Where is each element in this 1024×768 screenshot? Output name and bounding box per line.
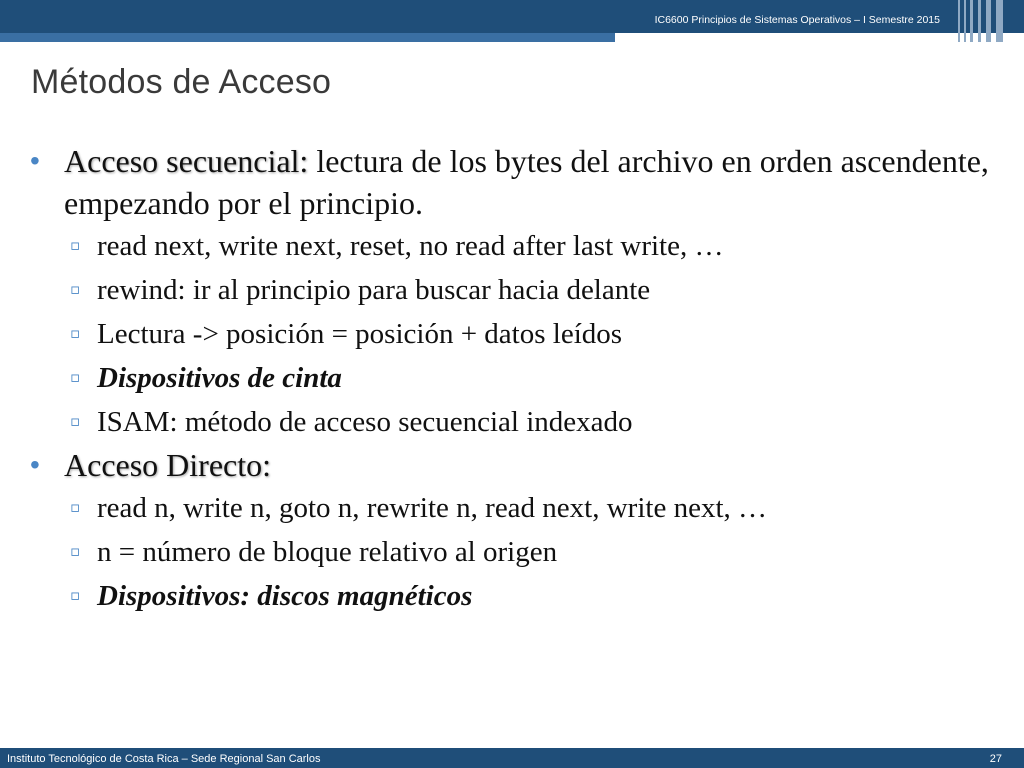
slide-title: Métodos de Acceso bbox=[31, 63, 332, 101]
square-bullet-icon: ▫ bbox=[70, 324, 81, 342]
sub-bullet-text: read next, write next, reset, no read after last write, … bbox=[97, 230, 724, 262]
square-bullet-icon: ▫ bbox=[70, 368, 81, 386]
bullet-term: Acceso Directo: bbox=[64, 447, 272, 483]
sub-bullet bbox=[30, 530, 1005, 574]
sub-bullet bbox=[30, 400, 1005, 444]
sub-bullet bbox=[30, 356, 1005, 400]
square-bullet-icon: ▫ bbox=[70, 412, 81, 430]
square-bullet-icon: ▫ bbox=[70, 236, 81, 254]
sub-bullet-text: ISAM: método de acceso secuencial indexado bbox=[97, 406, 633, 438]
footer-institution: Instituto Tecnológico de Costa Rica – Sede Regional San Carlos bbox=[7, 753, 321, 765]
sub-bullet bbox=[30, 574, 1005, 618]
bullet-term: Acceso secuencial: bbox=[64, 143, 309, 179]
bullet-direct-access bbox=[30, 444, 1005, 486]
bullet-description: lectura de los bytes del archivo en orden ascendente, empezando por el principio. bbox=[64, 143, 989, 221]
decorative-lines bbox=[954, 0, 1014, 42]
square-bullet-icon: ▫ bbox=[70, 586, 81, 604]
course-header: IC6600 Principios de Sistemas Operativos – I Semestre 2015 bbox=[654, 14, 940, 26]
square-bullet-icon: ▫ bbox=[70, 542, 81, 560]
sub-bullet-text: n = número de bloque relativo al origen bbox=[97, 536, 558, 568]
sub-bullet-text: Lectura -> posición = posición + datos leídos bbox=[97, 318, 623, 350]
sub-bullet bbox=[30, 268, 1005, 312]
sub-bullet bbox=[30, 486, 1005, 530]
bullet-dot-icon: • bbox=[30, 449, 40, 480]
sub-bullet-text: Dispositivos: discos magnéticos bbox=[97, 580, 473, 612]
sub-bullet-text: rewind: ir al principio para buscar hacia delante bbox=[97, 274, 651, 306]
square-bullet-icon: ▫ bbox=[70, 498, 81, 516]
square-bullet-icon: ▫ bbox=[70, 280, 81, 298]
sub-bullet-text: read n, write n, goto n, rewrite n, read next, write next, … bbox=[97, 492, 768, 524]
header-strip bbox=[0, 33, 615, 42]
page-number: 27 bbox=[989, 753, 1002, 765]
sub-bullet bbox=[30, 224, 1005, 268]
bullet-sequential-access bbox=[30, 140, 1005, 224]
sub-bullet bbox=[30, 312, 1005, 356]
bullet-dot-icon: • bbox=[30, 145, 40, 176]
slide-content bbox=[30, 140, 1005, 618]
sub-bullet-text: Dispositivos de cinta bbox=[97, 362, 342, 394]
